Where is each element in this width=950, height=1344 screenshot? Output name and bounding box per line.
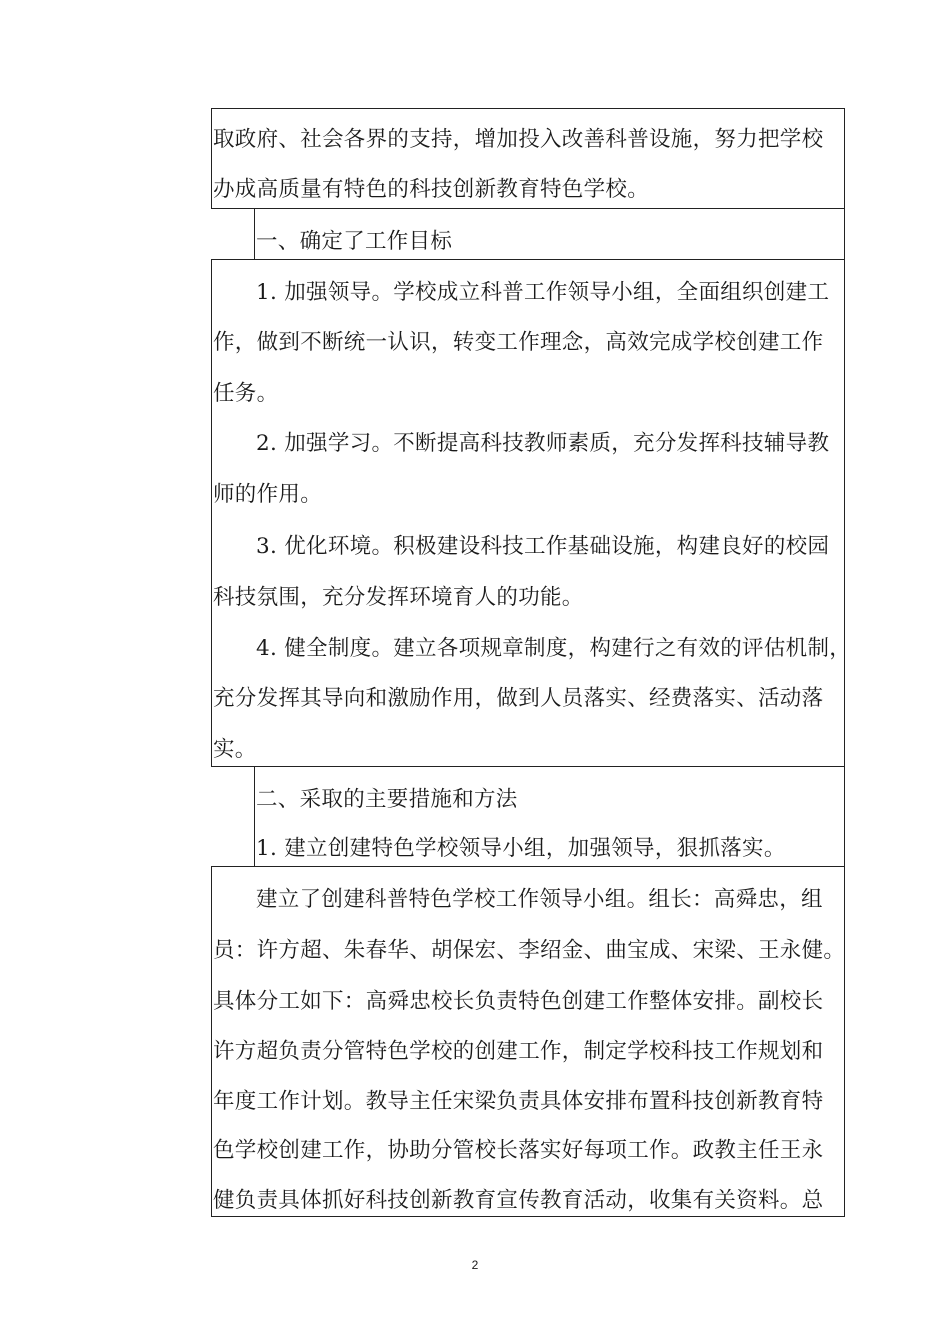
page-number: 2 bbox=[471, 1258, 479, 1272]
section2-subheading: 1. 建立创建特色学校领导小组，加强领导，狠抓落实。 bbox=[256, 836, 786, 861]
item-4-line-2: 充分发挥其导向和激励作用，做到人员落实、经费落实、活动落 bbox=[213, 686, 824, 711]
item-3-line-1: 3. 优化环境。积极建设科技工作基础设施，构建良好的校园 bbox=[256, 534, 830, 559]
para-line-1: 建立了创建科普特色学校工作领导小组。组长：高舜忠，组 bbox=[256, 887, 823, 912]
para-line-3: 具体分工如下：高舜忠校长负责特色创建工作整体安排。副校长 bbox=[213, 989, 824, 1014]
intro-line-1: 取政府、社会各界的支持，增加投入改善科普设施，努力把学校 bbox=[213, 127, 824, 152]
item-1-line-2: 作，做到不断统一认识，转变工作理念，高效完成学校创建工作 bbox=[213, 330, 824, 355]
item-3-line-2: 科技氛围，充分发挥环境育人的功能。 bbox=[213, 585, 584, 610]
section2-heading: 二、采取的主要措施和方法 bbox=[256, 787, 518, 812]
para-line-6: 色学校创建工作，协助分管校长落实好每项工作。政教主任王永 bbox=[213, 1138, 824, 1163]
section1-heading: 一、确定了工作目标 bbox=[256, 229, 453, 254]
para-line-2: 员：许方超、朱春华、胡保宏、李绍金、曲宝成、宋梁、王永健。 bbox=[213, 938, 846, 963]
intro-line-2: 办成高质量有特色的科技创新教育特色学校。 bbox=[213, 177, 650, 202]
item-4-line-3: 实。 bbox=[213, 737, 257, 762]
item-1-line-1: 1. 加强领导。学校成立科普工作领导小组，全面组织创建工 bbox=[256, 280, 830, 305]
item-2-line-2: 师的作用。 bbox=[213, 482, 323, 507]
para-line-5: 年度工作计划。教导主任宋梁负责具体安排布置科技创新教育特 bbox=[213, 1089, 824, 1114]
para-line-7: 健负责具体抓好科技创新教育宣传教育活动，收集有关资料。总 bbox=[213, 1188, 824, 1213]
para-line-4: 许方超负责分管特色学校的创建工作，制定学校科技工作规划和 bbox=[213, 1039, 824, 1064]
item-4-line-1: 4. 健全制度。建立各项规章制度，构建行之有效的评估机制， bbox=[256, 636, 852, 661]
item-1-line-3: 任务。 bbox=[213, 381, 279, 406]
item-2-line-1: 2. 加强学习。不断提高科技教师素质，充分发挥科技辅导教 bbox=[256, 431, 830, 456]
